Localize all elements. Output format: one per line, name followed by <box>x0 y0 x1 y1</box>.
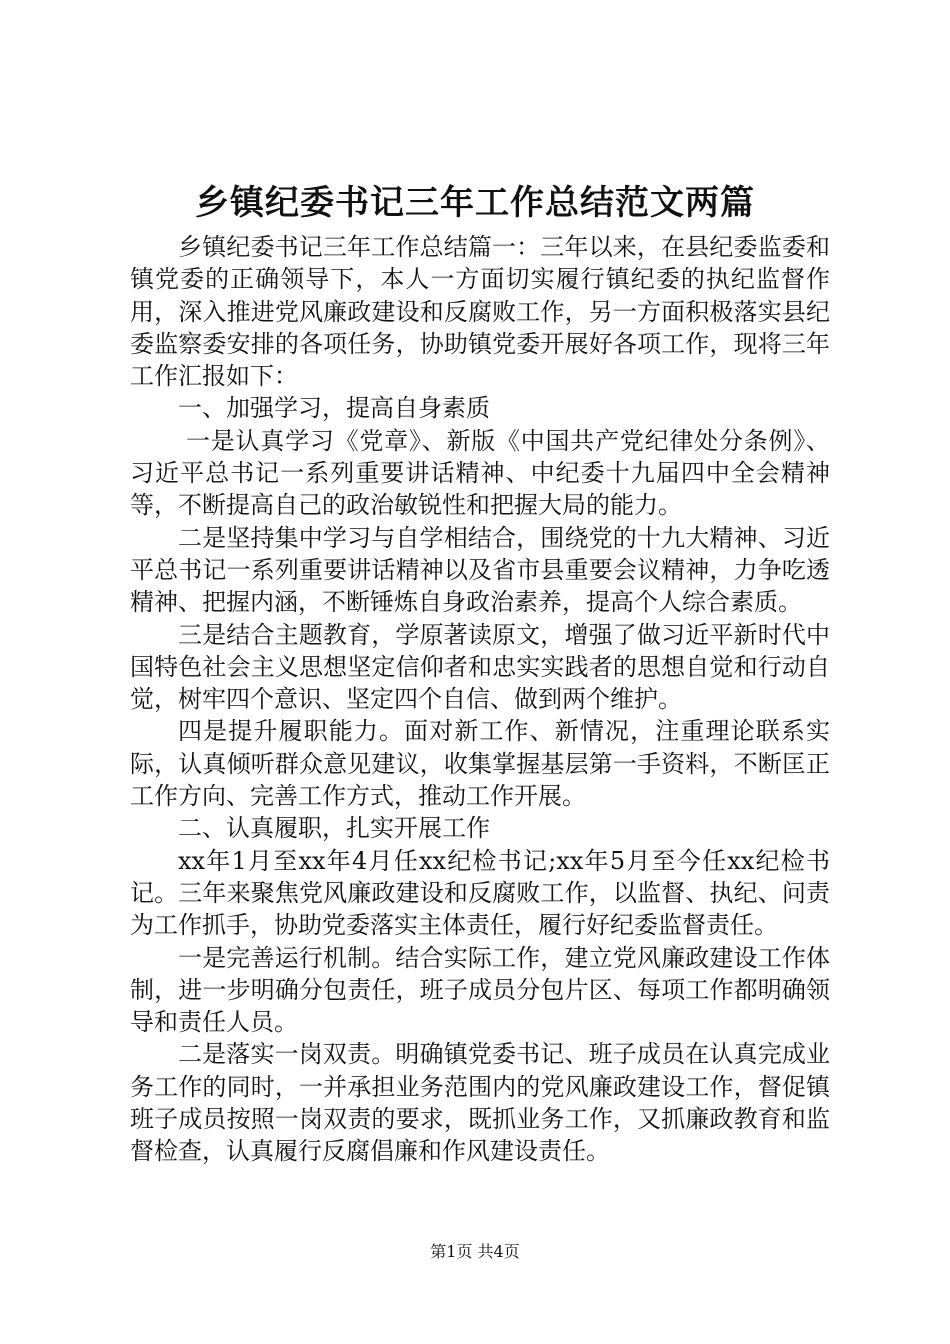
paragraph-duty-2: 二是落实一岗双责。明确镇党委书记、班子成员在认真完成业务工作的同时，一并承担业务范围内的党风廉政建设工作，督促镇班子成员按照一岗双责的要求，既抓业务工作，又抓廉政教育和监督检查，认真履行反腐倡廉和作风建设责任。 <box>130 1040 830 1166</box>
paragraph-duty-intro: xx年1月至xx年4月任xx纪检书记;xx年5月至今任xx纪检书记。三年来聚焦党风廉政建设和反腐败工作，以监督、执纪、问责为工作抓手，协助党委落实主体责任，履行好纪委监督责任。 <box>130 846 830 940</box>
page-number-footer: 第1页 共4页 <box>430 1242 520 1261</box>
document-title: 乡镇纪委书记三年工作总结范文两篇 <box>195 183 755 223</box>
paragraph-study-3: 三是结合主题教育，学原著读原文，增强了做习近平新时代中国特色社会主义思想坚定信仰者和忠实实践者的思想自觉和行动自觉，树牢四个意识、坚定四个自信、做到两个维护。 <box>130 620 830 714</box>
section-heading-1: 一、加强学习，提高自身素质 <box>178 394 490 423</box>
paragraph-study-1: 一是认真学习《党章》、新版《中国共产党纪律处分条例》、习近平总书记一系列重要讲话精神、中纪委十九届四中全会精神等，不断提高自己的政治敏锐性和把握大局的能力。 <box>130 426 830 520</box>
paragraph-study-2: 二是坚持集中学习与自学相结合，围绕党的十九大精神、习近平总书记一系列重要讲话精神以及省市县重要会议精神，力争吃透精神、把握内涵，不断锤炼自身政治素养，提高个人综合素质。 <box>130 523 830 617</box>
paragraph-duty-1: 一是完善运行机制。结合实际工作，建立党风廉政建设工作体制，进一步明确分包责任，班子成员分包片区、每项工作都明确领导和责任人员。 <box>130 943 830 1037</box>
paragraph-intro: 乡镇纪委书记三年工作总结篇一：三年以来，在县纪委监委和镇党委的正确领导下，本人一方面切实履行镇纪委的执纪监督作用，深入推进党风廉政建设和反腐败工作，另一方面积极落实县纪委监察委安排的各项任务，协助镇党委开展好各项工作，现将三年工作汇报如下： <box>130 233 830 391</box>
section-heading-2: 二、认真履职，扎实开展工作 <box>178 814 490 843</box>
document-body <box>130 231 830 1168</box>
paragraph-study-4: 四是提升履职能力。面对新工作、新情况，注重理论联系实际，认真倾听群众意见建议，收集掌握基层第一手资料，不断匡正工作方向、完善工作方式，推动工作开展。 <box>130 717 830 811</box>
